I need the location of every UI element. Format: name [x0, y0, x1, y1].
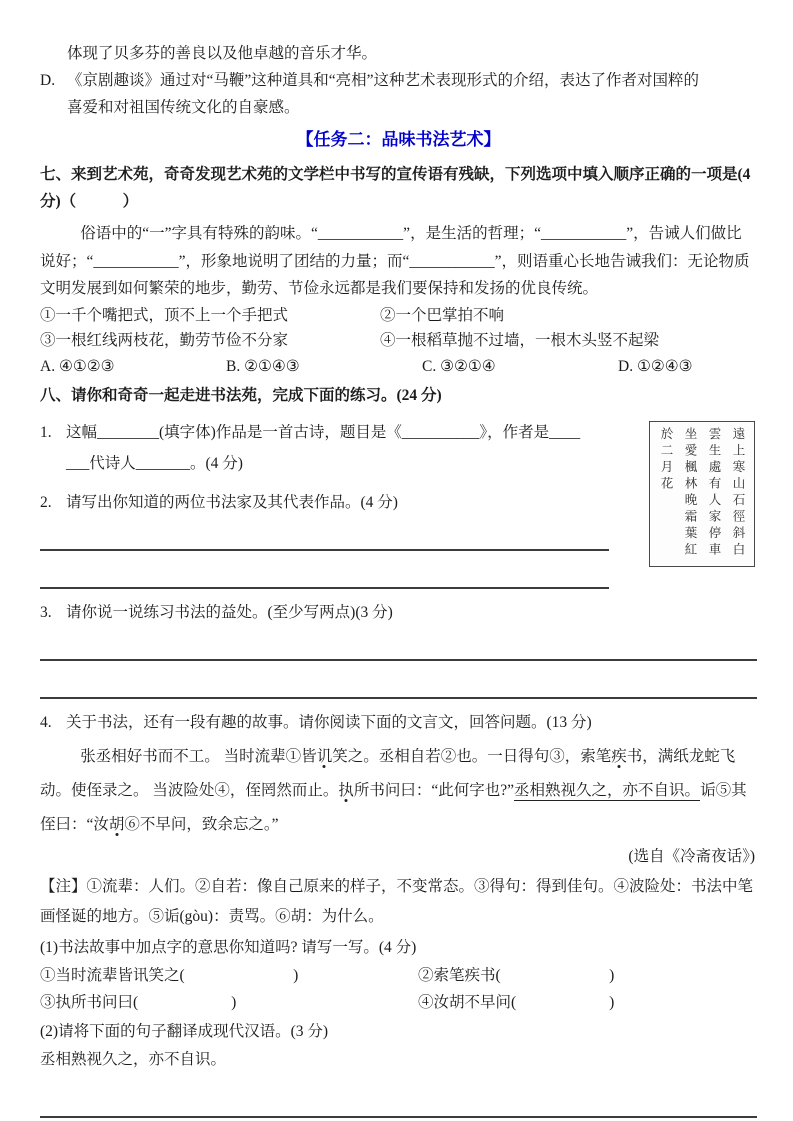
proverb-option-1: ①一千个嘴把式，顶不上一个手把式	[40, 306, 289, 324]
question-7-paragraph: 俗语中的“一”字具有特殊的韵味。“___________”，是生活的哲理；“___________”，告诫人们做比说好；“___________”，形象地说明了团结的力量；而“___________”，则语重心长地告诫我们：无论物质文明发展到如何繁荣的地步，勤劳、节俭永远都是我们要保持和发扬的优良传统。	[40, 225, 750, 297]
translation-sentence: 丞相熟视久之，亦不自识。	[40, 1050, 227, 1068]
choice-d: D. ①②④③	[618, 357, 693, 375]
answer-line	[40, 628, 757, 661]
subquestion-2: (2)请将下面的句子翻译成现代汉语。(3 分)	[40, 1022, 329, 1040]
option-d-row	[40, 67, 757, 94]
answer-line	[40, 518, 609, 551]
list-item-2	[40, 487, 635, 518]
passage-source: (选自《冷斋夜话》)	[628, 847, 755, 865]
word-meaning-item-4: ④汝胡不早问( )	[418, 993, 615, 1011]
emphasized-char: 疾	[611, 747, 627, 765]
list-item-3	[40, 597, 757, 628]
choice-b: B. ②①④③	[226, 357, 300, 375]
passage-segment: 所书问曰：“此何字也?”	[353, 781, 515, 799]
intro-line-continuation: 体现了贝多芬的善良以及他卓越的音乐才华。	[67, 45, 378, 62]
proverb-options-row-2	[40, 328, 757, 353]
emphasized-char: 执	[338, 781, 354, 799]
answer-line	[40, 551, 609, 589]
item-4-number: 4.	[40, 713, 52, 731]
item-1-number: 1.	[40, 423, 52, 441]
word-meaning-item-2: ②索笔疾书( )	[418, 966, 615, 984]
choice-c: C. ③②①④	[422, 357, 496, 375]
answer-line	[40, 1074, 757, 1118]
item-2-number: 2.	[40, 493, 52, 511]
item-1-text: 这幅________(填字体)作品是一首古诗，题目是《__________》，作者是____	[66, 423, 581, 441]
answer-line	[40, 1118, 757, 1121]
item-4-text: 关于书法，还有一段有趣的故事。请你阅读下面的文言文，回答问题。(13 分)	[66, 713, 592, 731]
passage-segment: 张丞相好书而不工。 当时流辈①皆	[80, 747, 317, 765]
proverb-option-2: ②一个巴掌拍不响	[380, 306, 505, 324]
passage-segment: 笑之。丞相自若②也。一日得句③，索笔	[332, 747, 612, 765]
emphasized-char: 胡	[108, 815, 125, 833]
subquestion-1: (1)书法故事中加点字的意思你知道吗? 请写一写。(4 分)	[40, 938, 417, 956]
classical-passage	[40, 740, 757, 842]
item-2-text: 请写出你知道的两位书法家及其代表作品。(4 分)	[66, 493, 398, 511]
proverb-options-row-1	[40, 303, 757, 328]
proverb-option-4: ④一根稻草抛不过墙，一根木头竖不起梁	[380, 331, 660, 349]
question-7-choices	[40, 354, 757, 380]
word-meaning-item-1: ①当时流辈皆讯笑之( )	[40, 966, 299, 984]
passage-notes: 【注】①流辈：人们。②自若：像自己原来的样子，不变常态。③得句：得到佳句。④波险处：书法中笔画怪诞的地方。⑤诟(gòu)：责骂。⑥胡：为什么。	[40, 877, 754, 925]
option-d-text: 《京剧趣谈》通过对“马鞭”这种道具和“亮相”这种艺术表现形式的介绍，表达了作者对国粹的	[67, 72, 700, 89]
question-8-body	[40, 417, 757, 1121]
option-d-label: D.	[40, 72, 56, 89]
emphasized-char: 讥	[316, 747, 333, 765]
word-meaning-row-2	[40, 989, 757, 1016]
list-item-4	[40, 707, 757, 738]
passage-segment: 书，满纸龙蛇飞动。使侄录之。 当波险处④，侄罔然而止。	[40, 747, 736, 799]
calligraphy-artwork	[649, 421, 755, 567]
passage-segment: ⑥不早问，致余忘之。”	[124, 815, 279, 833]
proverb-option-3: ③一根红线两枝花，勤劳节俭不分家	[40, 331, 289, 349]
item-3-text: 请你说一说练习书法的益处。(至少写两点)(3 分)	[66, 603, 393, 621]
item-1-continuation: ___代诗人_______。(4 分)	[66, 454, 243, 472]
underlined-sentence: 丞相熟视久之，亦不自识。	[514, 781, 701, 799]
list-item-1	[40, 417, 635, 448]
option-d-continuation: 喜爱和对祖国传统文化的自豪感。	[67, 99, 300, 116]
task-section-header: 【任务二：品味书法艺术】	[296, 130, 501, 149]
question-8-stem: 八、请你和奇奇一起走进书法苑，完成下面的练习。(24 分)	[40, 386, 442, 404]
word-meaning-item-3: ③执所书问曰( )	[40, 993, 237, 1011]
answer-line	[40, 661, 757, 699]
question-7-stem: 七、来到艺术苑，奇奇发现艺术苑的文学栏中书写的宣传语有残缺，下列选项中填入顺序正确的一项是(4 分)（ ）	[40, 166, 751, 210]
item-3-number: 3.	[40, 603, 52, 621]
calligraphy-text: 遠上寒山石徑斜白雲生處有人家停車坐愛楓林晚霜葉紅於二月花	[659, 426, 746, 559]
passage-segment: 诟⑤其侄曰：“汝	[40, 781, 747, 833]
word-meaning-row-1	[40, 962, 757, 989]
choice-a: A. ④①②③	[40, 357, 115, 375]
